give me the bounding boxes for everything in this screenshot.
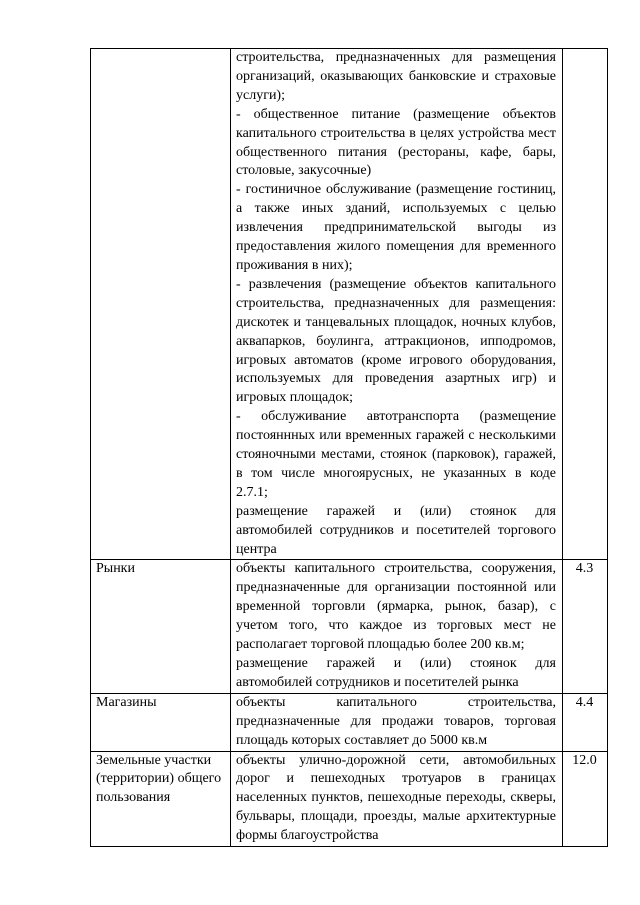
use-description	[231, 560, 563, 693]
use-description	[231, 751, 563, 847]
use-type-name	[91, 49, 231, 560]
use-type-name: Магазины	[91, 693, 231, 751]
description-paragraph: объекты капитального строительства, сооружения, предназначенные для организации постоянной или временной торговли (ярмарка, рынок, базар), с учетом того, что каждое из торговых мест не располагает торговой площадью более 200 кв.м;	[236, 561, 556, 653]
description-paragraph: объекты улично-дорожной сети, автомобильных дорог и пешеходных тротуаров в границах населенных пунктов, пешеходные переходы, скверы, бульвары, площади, проезды, малые архитектурные формы благоустройства	[236, 752, 556, 844]
use-code	[563, 49, 608, 560]
use-code: 4.4	[563, 693, 608, 751]
use-code: 12.0	[563, 751, 608, 847]
description-paragraph: - гостиничное обслуживание (размещение гостиниц, а также иных зданий, используемых с целью извлечения предпринимательской выгоды из предоставления жилого помещения для временного проживания в них);	[236, 182, 556, 273]
description-paragraph: - развлечения (размещение объектов капитального строительства, предназначенных для размещения: дискотек и танцевальных площадок, ночных клубов, аквапарков, боулинга, аттракционов, ипподромов, игровых автоматов (кроме игрового оборудования, используемых для проведения азартных игр) и игровых площадок;	[236, 276, 556, 406]
table-row	[91, 693, 608, 751]
description-paragraph: - обслуживание автотранспорта (размещение постояннных или временных гаражей с несколькими стояночными местами, стоянок (парковок), гаражей, в том числе многоярусных, не указанных в коде 2.7.1;	[236, 409, 556, 500]
table-row	[91, 560, 608, 693]
description-paragraph: размещение гаражей и (или) стоянок для автомобилей сотрудников и посетителей торгового центра	[236, 503, 556, 557]
description-paragraph: размещение гаражей и (или) стоянок для автомобилей сотрудников и посетителей рынка	[236, 656, 556, 690]
use-description	[231, 693, 563, 751]
use-description	[231, 49, 563, 560]
use-code: 4.3	[563, 560, 608, 693]
table-row	[91, 49, 608, 560]
description-paragraph: объекты капитального строительства, предназначенные для продажи товаров, торговая площадь которых составляет до 5000 кв.м	[236, 694, 556, 748]
description-paragraph: - общественное питание (размещение объектов капитального строительства в целях устройства мест общественного питания (рестораны, кафе, бары, столовые, закусочные)	[236, 106, 556, 179]
use-type-name: Земельные участки (территории) общего пользования	[91, 751, 231, 847]
use-type-name: Рынки	[91, 560, 231, 693]
land-use-table	[90, 48, 608, 847]
table-row	[91, 751, 608, 847]
description-paragraph: строительства, предназначенных для размещения организаций, оказывающих банковские и страховые услуги);	[236, 50, 556, 103]
